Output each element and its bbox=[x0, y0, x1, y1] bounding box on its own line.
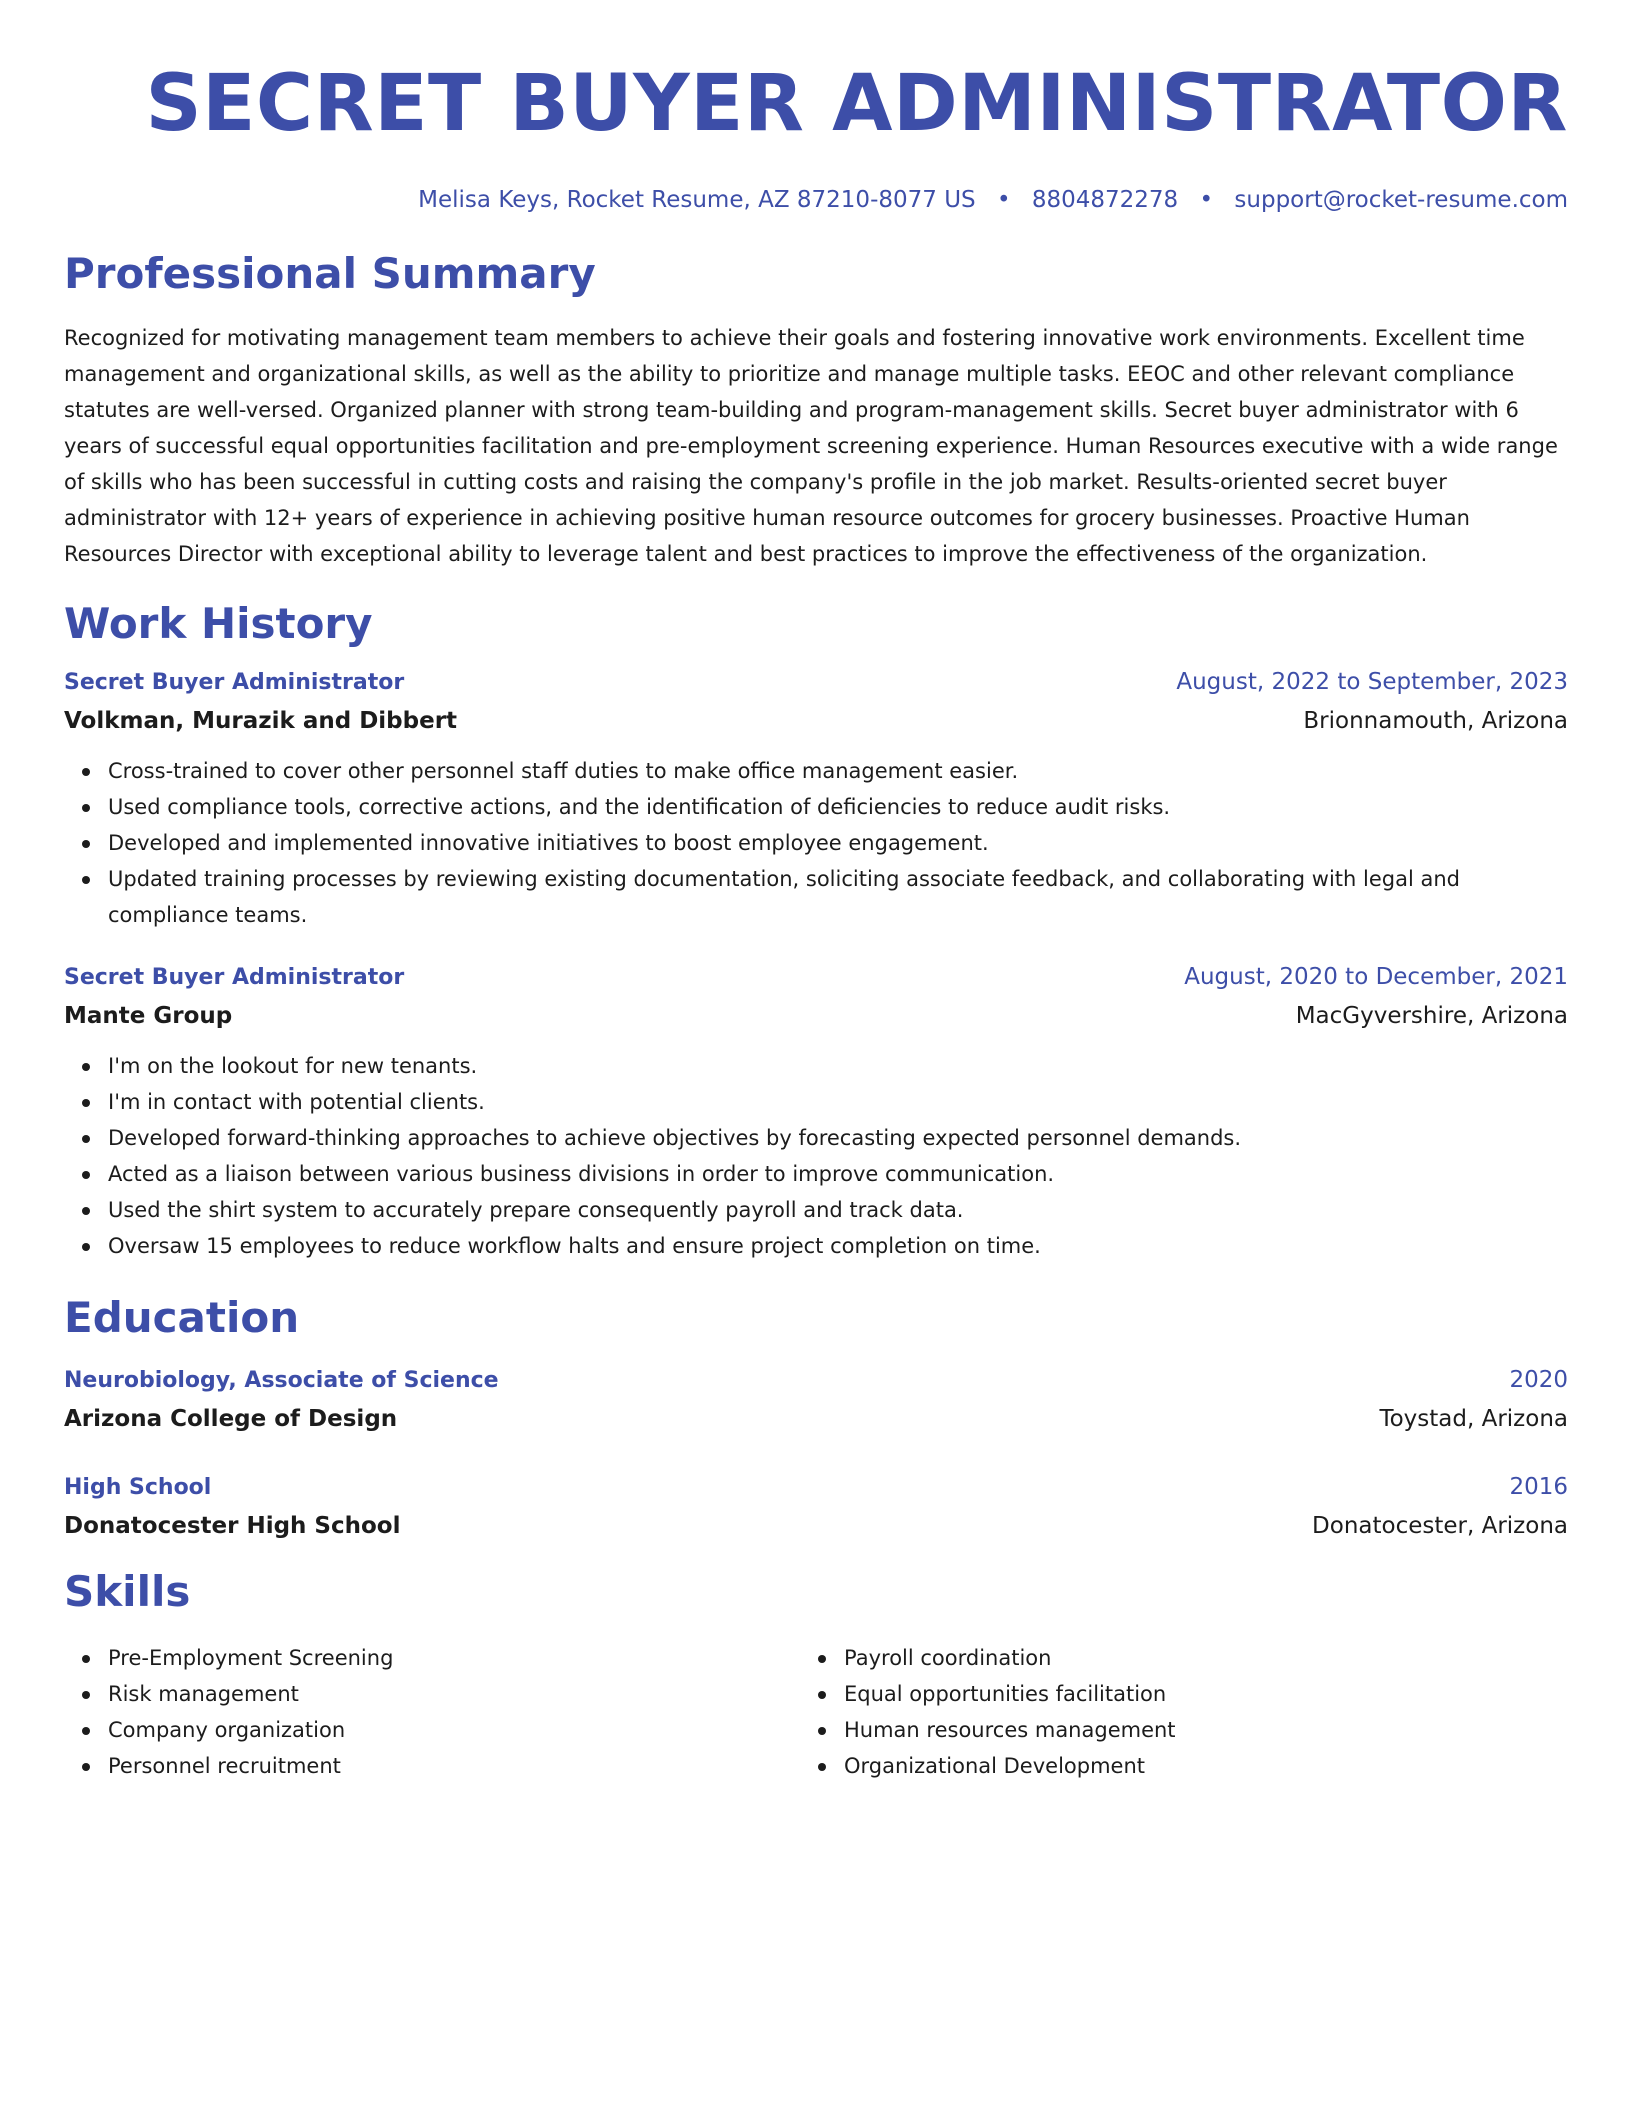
skills-list bbox=[800, 1640, 1536, 1784]
page-title: SECRET BUYER ADMINISTRATOR bbox=[145, 59, 1568, 149]
education-location: Donatocester, Arizona bbox=[1312, 1513, 1568, 1539]
skill-item: Risk management bbox=[108, 1676, 800, 1712]
job-role: Secret Buyer Administrator bbox=[64, 965, 405, 990]
job-dates: August, 2020 to December, 2021 bbox=[1184, 964, 1568, 990]
bullet-item: I'm on the lookout for new tenants. bbox=[108, 1048, 1568, 1084]
skills-heading: Skills bbox=[64, 1567, 191, 1616]
education-location: Toystad, Arizona bbox=[1379, 1406, 1568, 1432]
job-dates: August, 2022 to September, 2023 bbox=[1176, 669, 1568, 695]
education-heading: Education bbox=[64, 1293, 300, 1342]
contact-address: Melisa Keys, Rocket Resume, AZ 87210-8077 US bbox=[418, 187, 976, 213]
contact-email[interactable]: support@rocket-resume.com bbox=[1234, 187, 1568, 213]
contact-phone: 8804872278 bbox=[1031, 187, 1179, 213]
bullet-item: Oversaw 15 employees to reduce workflow halts and ensure project completion on time. bbox=[108, 1228, 1568, 1264]
skill-item: Company organization bbox=[108, 1712, 800, 1748]
bullet-item: Developed forward-thinking approaches to achieve objectives by forecasting expected personnel demands. bbox=[108, 1120, 1568, 1156]
work-history-heading: Work History bbox=[64, 599, 373, 648]
summary-text: Recognized for motivating management team members to achieve their goals and fostering innovative work environments. Excellent time management and organizational skills, as well as the ability to prioritize and manage multiple tasks. EEOC and other relevant compliance statutes are well-versed. Organized planner with strong team-building and program-management skills. Secret buyer administrator with 6 years of successful equal opportunities facilitation and pre-employment screening experience. Human Resources executive with a wide range of skills who has been successful in cutting costs and raising the company's profile in the job market. Results-oriented secret buyer administrator with 12+ years of experience in achieving positive human resource outcomes for grocery businesses. Proactive Human Resources Director with exceptional ability to leverage talent and best practices to improve the effectiveness of the organization. bbox=[64, 326, 1558, 566]
contact-line bbox=[64, 184, 1568, 216]
skills-grid bbox=[64, 1628, 1568, 1784]
job-entry bbox=[64, 959, 1568, 1264]
skill-item: Personnel recruitment bbox=[108, 1748, 800, 1784]
contact-separator: • bbox=[1199, 187, 1214, 213]
job-company: Mante Group bbox=[64, 1003, 233, 1029]
education-degree: Neurobiology, Associate of Science bbox=[64, 1368, 499, 1393]
job-role: Secret Buyer Administrator bbox=[64, 670, 405, 695]
education-school: Donatocester High School bbox=[64, 1513, 401, 1539]
skill-item: Equal opportunities facilitation bbox=[844, 1676, 1536, 1712]
skills-list bbox=[64, 1640, 800, 1784]
job-location: Brionnamouth, Arizona bbox=[1303, 708, 1568, 734]
bullet-item: Acted as a liaison between various business divisions in order to improve communication. bbox=[108, 1156, 1568, 1192]
skills-column-left bbox=[64, 1628, 800, 1784]
job-company: Volkman, Murazik and Dibbert bbox=[64, 708, 458, 734]
skill-item: Pre-Employment Screening bbox=[108, 1640, 800, 1676]
education-school: Arizona College of Design bbox=[64, 1406, 398, 1432]
education-degree: High School bbox=[64, 1475, 212, 1500]
education-entry bbox=[64, 1362, 1568, 1439]
contact-separator: • bbox=[996, 187, 1011, 213]
job-location: MacGyvershire, Arizona bbox=[1295, 1003, 1568, 1029]
skill-item: Organizational Development bbox=[844, 1748, 1536, 1784]
summary-heading: Professional Summary bbox=[64, 249, 596, 298]
bullet-item: Used the shirt system to accurately prepare consequently payroll and track data. bbox=[108, 1192, 1568, 1228]
skill-item: Human resources management bbox=[844, 1712, 1536, 1748]
education-year: 2020 bbox=[1509, 1367, 1568, 1393]
job-bullets bbox=[64, 1048, 1568, 1264]
job-entry bbox=[64, 664, 1568, 933]
skills-column-right bbox=[800, 1628, 1536, 1784]
bullet-item: Used compliance tools, corrective actions, and the identification of deficiencies to reduce audit risks. bbox=[108, 789, 1568, 825]
skill-item: Payroll coordination bbox=[844, 1640, 1536, 1676]
bullet-item: Updated training processes by reviewing existing documentation, soliciting associate feedback, and collaborating with legal and compliance teams. bbox=[108, 861, 1568, 933]
education-year: 2016 bbox=[1509, 1474, 1568, 1500]
bullet-item: I'm in contact with potential clients. bbox=[108, 1084, 1568, 1120]
bullet-item: Developed and implemented innovative initiatives to boost employee engagement. bbox=[108, 825, 1568, 861]
job-bullets bbox=[64, 753, 1568, 933]
bullet-item: Cross-trained to cover other personnel staff duties to make office management easier. bbox=[108, 753, 1568, 789]
education-entry bbox=[64, 1469, 1568, 1546]
